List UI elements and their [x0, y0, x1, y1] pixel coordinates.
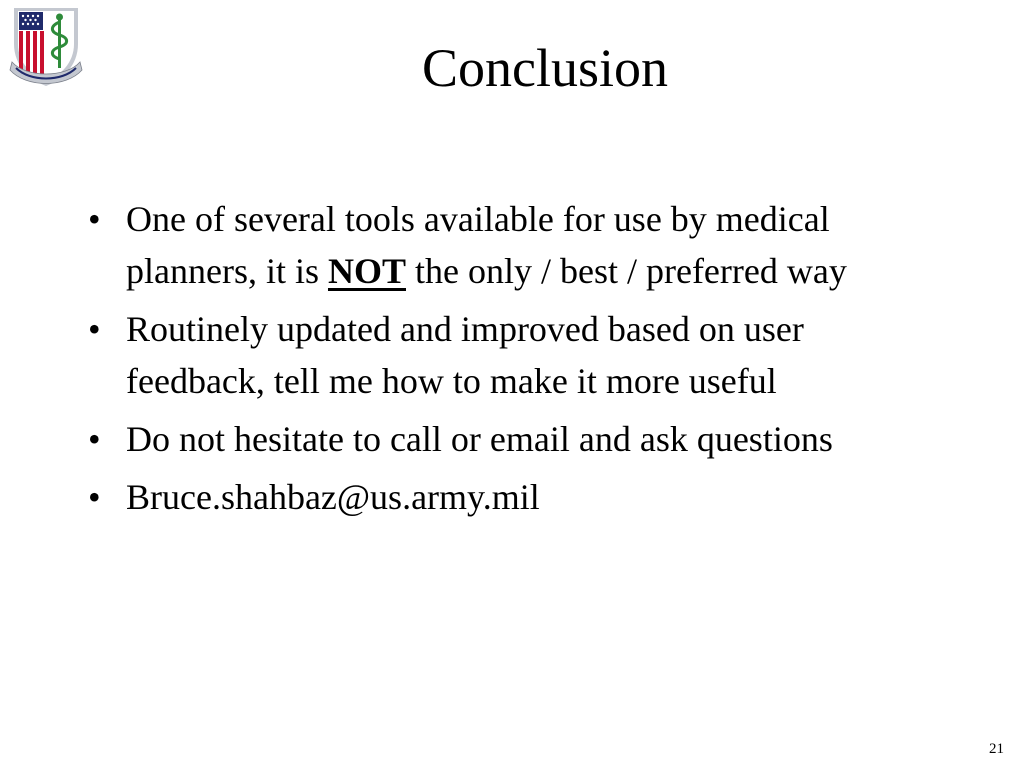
slide-title: Conclusion	[421, 38, 668, 98]
page-number: 21	[989, 741, 1004, 757]
list-item	[86, 303, 946, 407]
email-address: Bruce.shahbaz@us.army.mil	[126, 477, 540, 517]
bullet-list	[86, 193, 946, 529]
bullet-text-part: the only / best / preferred way	[406, 251, 847, 291]
bullet-text-part: One of several tools available for use by medical planners, it is	[126, 199, 830, 291]
bullet-text: Routinely updated and improved based on user feedback, tell me how to make it more useful	[126, 309, 804, 401]
bullet-icon: •	[88, 199, 101, 239]
list-item	[86, 413, 946, 465]
bullet-icon: •	[88, 477, 101, 517]
bullet-icon: •	[88, 419, 101, 459]
bullet-icon: •	[88, 309, 101, 349]
emphasis-text: NOT	[327, 251, 406, 291]
army-medical-shield-crest-icon	[4, 4, 88, 90]
bullet-text: Do not hesitate to call or email and ask questions	[126, 419, 833, 459]
list-item	[86, 471, 946, 523]
list-item	[86, 193, 946, 297]
